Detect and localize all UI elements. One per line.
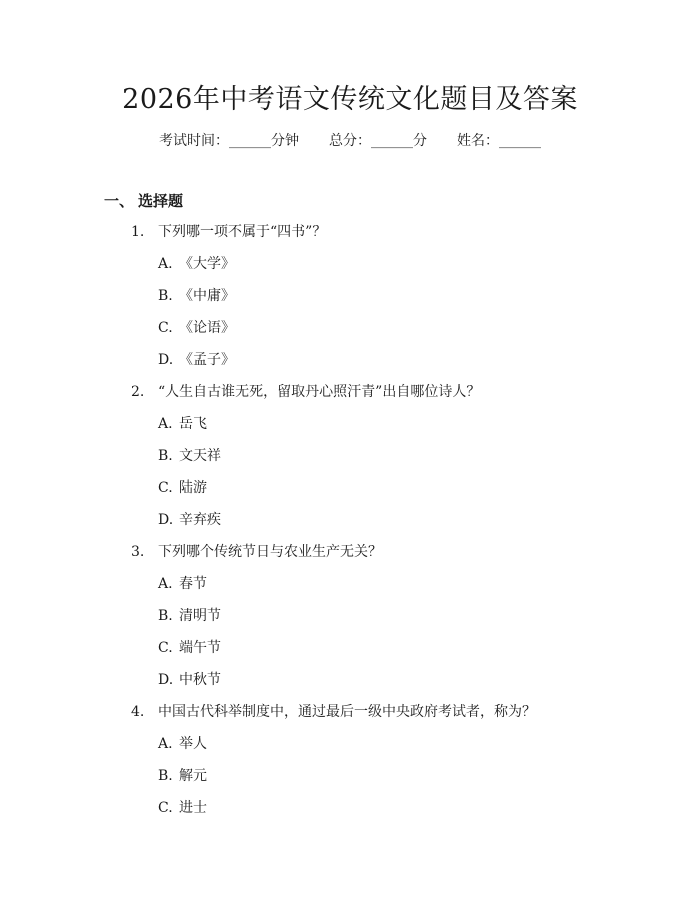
option-label: A. <box>158 736 173 752</box>
question-number: 2. <box>131 384 145 400</box>
option-3b <box>0 606 700 638</box>
option-text: 文天祥 <box>179 448 221 464</box>
option-text: 进士 <box>179 800 207 816</box>
option-label: A. <box>158 576 173 592</box>
option-text: 清明节 <box>179 608 221 624</box>
option-text: 端午节 <box>179 640 221 656</box>
option-text: 解元 <box>179 768 207 784</box>
section-heading <box>104 191 183 211</box>
option-label: D. <box>158 512 174 528</box>
option-label: C. <box>158 640 173 656</box>
option-2c <box>0 478 700 510</box>
option-text: 《中庸》 <box>179 288 235 304</box>
total-score-field: 总分：______分 <box>329 133 427 149</box>
option-1a <box>0 254 700 286</box>
question-text: 中国古代科举制度中，通过最后一级中央政府考试者，称为？ <box>158 704 536 720</box>
option-text: 岳飞 <box>179 416 207 432</box>
question-text: 下列哪一项不属于“四书”？ <box>158 224 327 240</box>
option-label: D. <box>158 352 174 368</box>
option-label: A. <box>158 256 173 272</box>
option-3d <box>0 670 700 702</box>
option-4c <box>0 798 700 830</box>
question-list <box>0 222 700 830</box>
section-number: 一、 <box>104 192 135 210</box>
option-label: C. <box>158 480 173 496</box>
option-4a <box>0 734 700 766</box>
question-4 <box>0 702 700 734</box>
option-label: B. <box>158 288 173 304</box>
option-3a <box>0 574 700 606</box>
question-number: 1. <box>131 224 145 240</box>
question-2 <box>0 382 700 414</box>
option-label: B. <box>158 608 173 624</box>
option-label: A. <box>158 416 173 432</box>
option-text: 辛弃疾 <box>179 512 221 528</box>
option-text: 举人 <box>179 736 207 752</box>
option-label: C. <box>158 800 173 816</box>
exam-info-line <box>0 131 700 151</box>
exam-time-field: 考试时间：______分钟 <box>159 133 299 149</box>
option-text: 陆游 <box>179 480 207 496</box>
option-2b <box>0 446 700 478</box>
option-text: 《论语》 <box>179 320 235 336</box>
option-label: D. <box>158 672 174 688</box>
question-number: 4. <box>131 704 145 720</box>
question-text: “人生自古谁无死，留取丹心照汗青”出自哪位诗人？ <box>158 384 481 400</box>
option-2a <box>0 414 700 446</box>
option-label: B. <box>158 768 173 784</box>
option-text: 《大学》 <box>179 256 235 272</box>
option-text: 中秋节 <box>179 672 221 688</box>
option-label: B. <box>158 448 173 464</box>
option-label: C. <box>158 320 173 336</box>
section-title: 选择题 <box>138 192 184 210</box>
option-1c <box>0 318 700 350</box>
option-4b <box>0 766 700 798</box>
option-3c <box>0 638 700 670</box>
question-number: 3. <box>131 544 145 560</box>
option-2d <box>0 510 700 542</box>
option-1d <box>0 350 700 382</box>
option-text: 《孟子》 <box>179 352 235 368</box>
question-text: 下列哪个传统节日与农业生产无关？ <box>158 544 382 560</box>
document-title: 2026年中考语文传统文化题目及答案 <box>122 84 578 115</box>
option-1b <box>0 286 700 318</box>
option-text: 春节 <box>179 576 207 592</box>
question-1 <box>0 222 700 254</box>
question-3 <box>0 542 700 574</box>
name-field: 姓名：______ <box>457 133 541 149</box>
